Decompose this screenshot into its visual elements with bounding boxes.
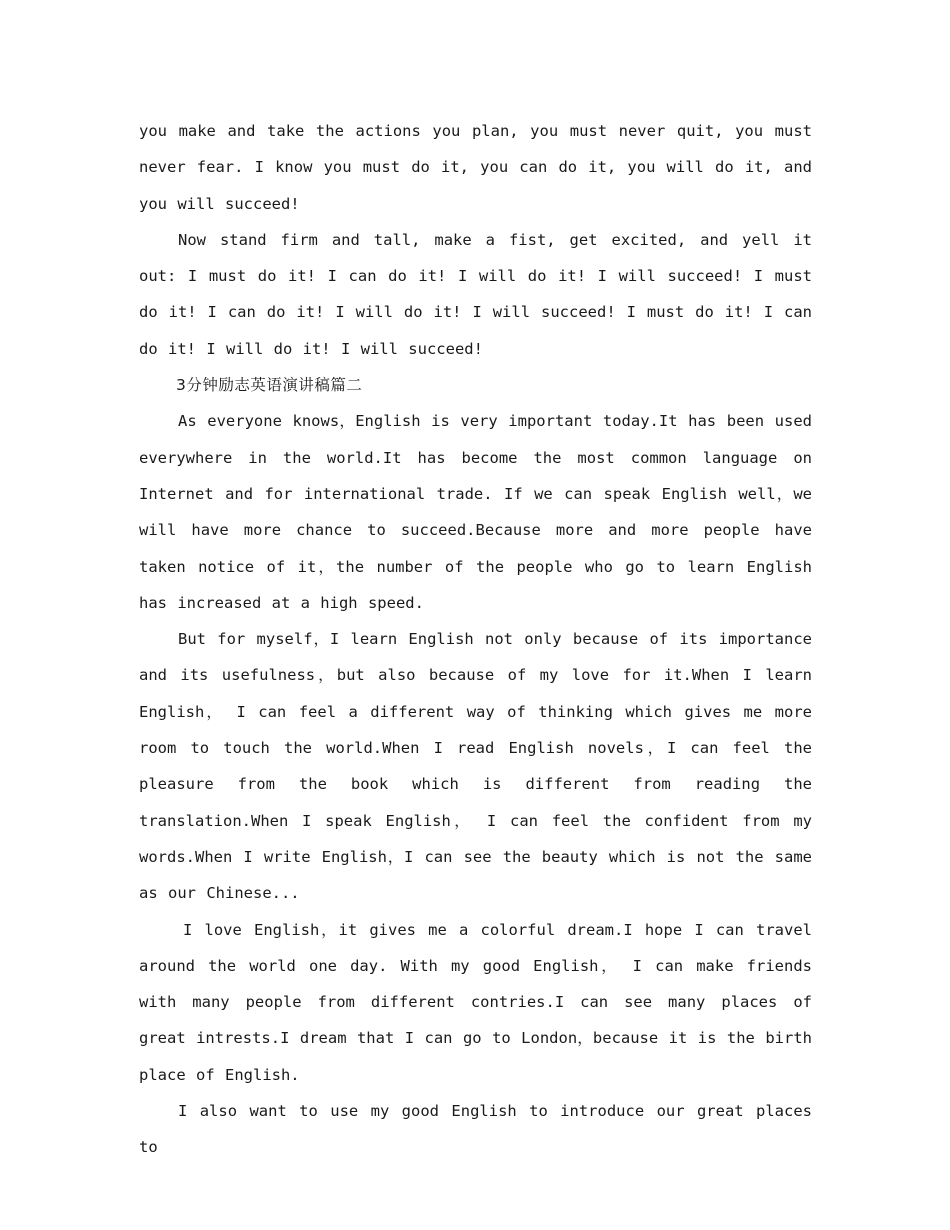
paragraph-continuation: you make and take the actions you plan, you must never quit, you must never fear. I know you must do it, you can do it, you will do it, and you will succeed! <box>139 122 812 213</box>
document-page <box>139 113 812 1166</box>
paragraph-importance: As everyone knows，English is very important today.It has been used everywhere in the world.It has become the most common language on Internet and for international trade. If we can speak English well，we will have more chance to succeed.Because more and more people have taken notice of it，the number of the people who go to learn English has increased at a high speed. <box>139 412 812 612</box>
paragraph-introduce: I also want to use my good English to introduce our great places to <box>139 1102 812 1157</box>
paragraph-dream: I love English，it gives me a colorful dream.I hope I can travel around the world one day. With my good English， I can make friends with many people from different contries.I can see many places of great intrests.I dream that I can go to London，because it is the birth place of English. <box>139 920 812 1084</box>
paragraph-chant: Now stand firm and tall, make a fist, get excited, and yell it out: I must do it! I can do it! I will do it! I will succeed! I must do it! I can do it! I will do it! I will succeed! I must do it! I can do it! I will do it! I will succeed! <box>139 230 812 358</box>
section-heading: 3分钟励志英语演讲稿篇二 <box>176 376 363 395</box>
paragraph-love-english: But for myself，I learn English not only because of its importance and its usefulness，but also because of my love for it.When I learn English， I can feel a different way of thinking which gives me more room to touch the world.When I read English novels，I can feel the pleasure from the book which is different from reading the translation.When I speak English， I can feel the confident from my words.When I write English，I can see the beauty which is not the same as our Chinese... <box>139 630 812 903</box>
